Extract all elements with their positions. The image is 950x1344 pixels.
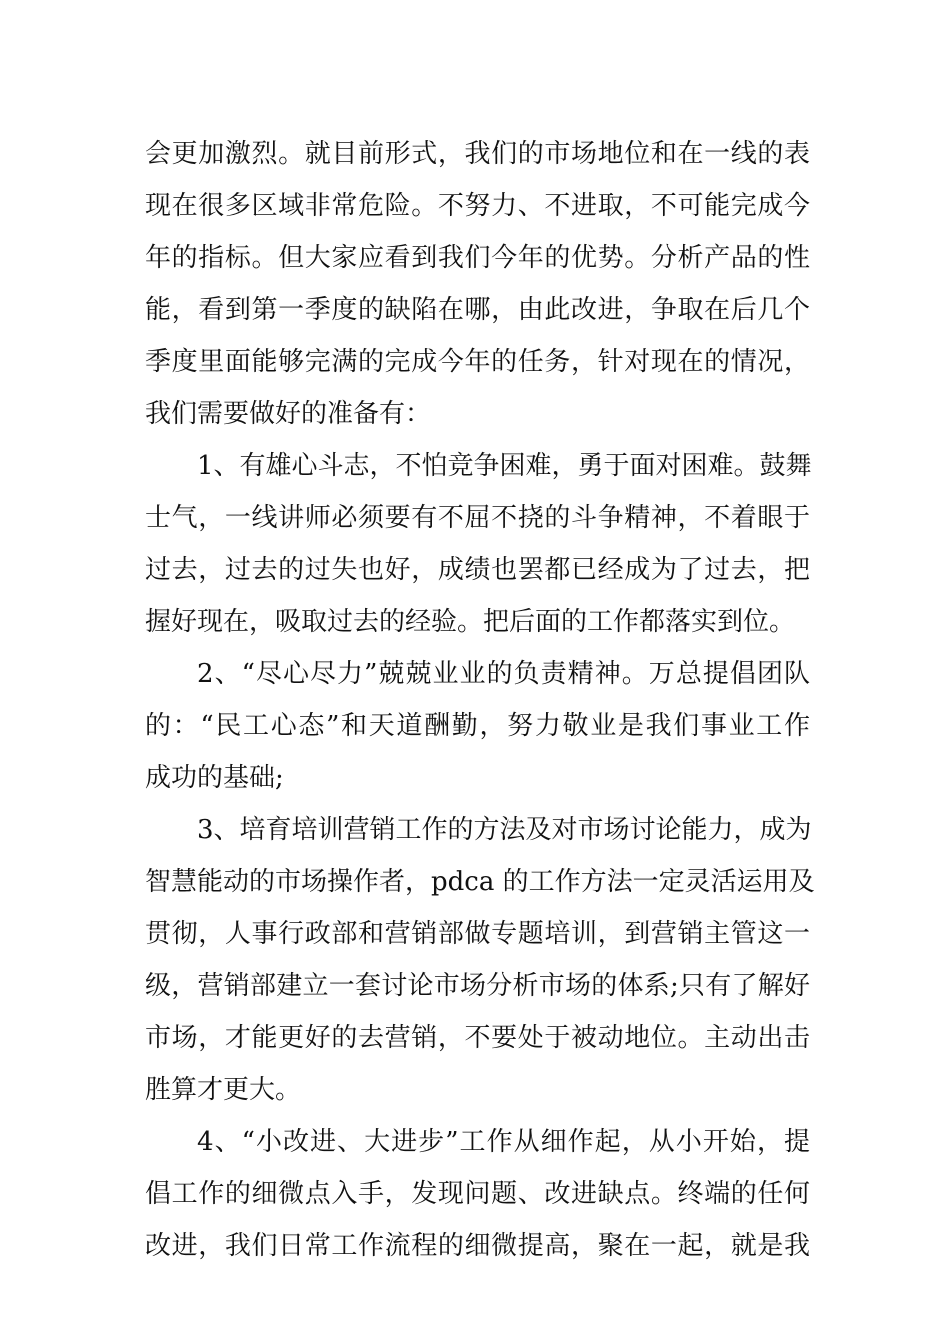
text-line: 倡工作的细微点入手，发现问题、改进缺点。终端的任何 <box>145 1179 810 1209</box>
text-line: 胜算才更大。 <box>145 1075 302 1105</box>
text-line: 会更加激烈。就目前形式，我们的市场地位和在一线的表 <box>145 139 810 169</box>
text-line: 市场，才能更好的去营销，不要处于被动地位。主动出击 <box>145 1023 810 1053</box>
list-item-2-line: 2、“尽心尽力”兢兢业业的负责精神。万总提倡团队 <box>197 659 810 689</box>
text-line: 过去，过去的过失也好，成绩也罢都已经成为了过去，把 <box>145 555 810 585</box>
text-line: 级，营销部建立一套讨论市场分析市场的体系;只有了解好 <box>145 971 810 1001</box>
text-line: 握好现在，吸取过去的经验。把后面的工作都落实到位。 <box>145 607 796 637</box>
text-line: 改进，我们日常工作流程的细微提高，聚在一起，就是我 <box>145 1231 810 1261</box>
text-line: 士气，一线讲师必须要有不屈不挠的斗争精神，不着眼于 <box>145 503 810 533</box>
text-line: 的：“民工心态”和天道酬勤，努力敬业是我们事业工作 <box>145 711 810 741</box>
text-line: 能，看到第一季度的缺陷在哪，由此改进，争取在后几个 <box>145 295 810 325</box>
document-body <box>145 128 815 1272</box>
text-line: 智慧能动的市场操作者，pdca 的工作方法一定灵活运用及 <box>145 867 815 897</box>
text-line: 成功的基础; <box>145 763 284 793</box>
text-line: 我们需要做好的准备有： <box>145 399 432 429</box>
list-item-3-line: 3、培育培训营销工作的方法及对市场讨论能力，成为 <box>197 815 812 845</box>
text-line: 年的指标。但大家应看到我们今年的优势。分析产品的性 <box>145 243 810 273</box>
text-line: 现在很多区域非常危险。不努力、不进取，不可能完成今 <box>145 191 810 221</box>
list-item-4-line: 4、“小改进、大进步”工作从细作起，从小开始，提 <box>197 1127 810 1157</box>
text-line: 季度里面能够完满的完成今年的任务，针对现在的情况， <box>145 347 810 377</box>
text-line: 贯彻，人事行政部和营销部做专题培训，到营销主管这一 <box>145 919 810 949</box>
list-item-1-line: 1、有雄心斗志，不怕竞争困难，勇于面对困难。鼓舞 <box>197 451 812 481</box>
